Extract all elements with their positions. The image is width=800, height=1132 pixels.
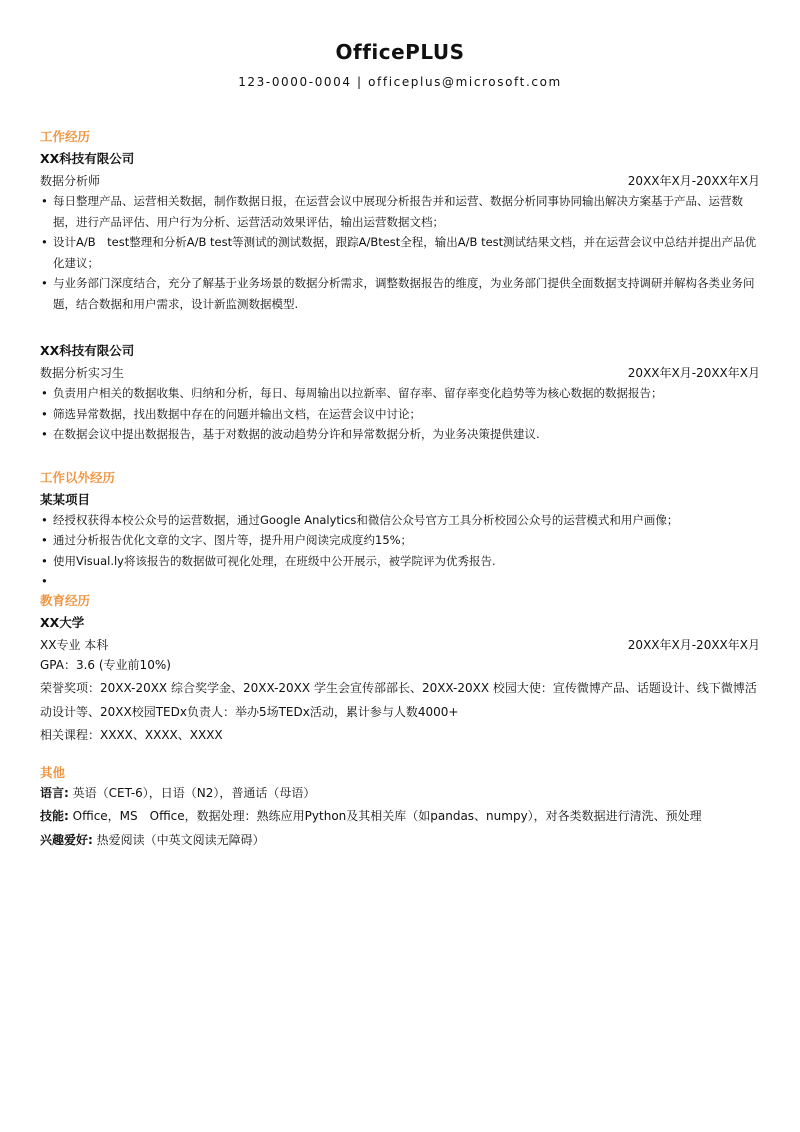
courses-text: 相关课程：XXXX、XXXX、XXXX: [40, 728, 223, 742]
bullet-item: • 通过分析报告优化文章的文字、图片等，提升用户阅读完成度约15%；: [40, 530, 760, 551]
resume-header: [0, 0, 800, 90]
job-role: 数据分析实习生: [40, 366, 125, 380]
bullet-item: • 使用Visual.ly将该报告的数据做可视化处理，在班级中公开展示，被学院评为优秀报告.: [40, 551, 760, 572]
project-name: 某某项目: [40, 491, 91, 507]
honors-text: 荣誉奖项：20XX-20XX 综合奖学金、20XX-20XX 学生会宣传部部长、20XX-20XX 校园大使：宣传微博产品、话题设计、线下微博活动设计等、20XX校园TEDx负责人：举办5场TEDx活动，累计参与人数4000+: [40, 681, 757, 719]
skills-value: Office，MS Office，数据处理：熟练应用Python及其相关库（如pandas、numpy），对各类数据进行清洗、预处理: [72, 809, 702, 823]
job-role: 数据分析师: [40, 174, 101, 188]
section-title-education: 教育经历: [40, 592, 91, 608]
section-title-work: 工作经历: [40, 129, 91, 144]
language-label: 语言:: [40, 785, 69, 800]
education-header: [40, 636, 760, 654]
hobby-label: 兴趣爱好:: [40, 832, 93, 847]
bullet-item: • 经授权获得本校公众号的运营数据，通过Google Analytics和微信公众号官方工具分析校园公众号的运营模式和用户画像；: [40, 510, 760, 531]
job-period: 20XX年X月-20XX年X月: [627, 174, 760, 188]
hobby-value: 热爱阅读（中英文阅读无障碍）: [96, 832, 265, 847]
skills-label: 技能:: [40, 809, 69, 823]
company-name: XX科技有限公司: [40, 343, 135, 358]
major-degree: XX专业 本科: [40, 637, 109, 652]
bullet-item: • 与业务部门深度结合，充分了解基于业务场景的数据分析需求，调整数据报告的维度，为业务部门提供全面数据支持调研并解构各类业务问题，结合数据和用户需求，设计新监测数据模型.: [40, 273, 760, 314]
bullet-item: • 设计A/B test整理和分析A/B test等测试的测试数据，跟踪A/Btest全程，输出A/B test测试结果文档，并在运营会议中总结并提出产品优化建议；: [40, 232, 760, 273]
candidate-name: OfficePLUS: [335, 40, 465, 64]
bullet-item: • 在数据会议中提出数据报告，基于对数据的波动趋势分许和异常数据分析，为业务决策提供建议.: [40, 424, 760, 445]
section-title-other: 其他: [40, 764, 66, 780]
education-period: 20XX年X月-20XX年X月: [627, 637, 760, 652]
bullet-item: • 每日整理产品、运营相关数据，制作数据日报，在运营会议中展现分析报告并和运营、数据分析同事协同输出解决方案基于产品、运营数据，进行产品评估、用户行为分析、运营活动效果评估，输出运营数据文档；: [40, 191, 760, 232]
resume-content: [40, 128, 760, 852]
gpa-text: GPA：3.6 (专业前10%): [40, 657, 171, 672]
skills-line: [40, 805, 760, 829]
job-bullets: [40, 383, 760, 445]
job-entry: [40, 150, 760, 314]
job-period: 20XX年X月-20XX年X月: [627, 366, 760, 380]
section-title-extra: 工作以外经历: [40, 469, 116, 485]
bullet-item-empty: [40, 571, 760, 592]
other-section: [40, 764, 760, 853]
job-header: [40, 172, 760, 190]
education-section: [40, 592, 760, 748]
work-section: [40, 128, 760, 445]
hobby-line: [40, 829, 760, 853]
company-name: XX科技有限公司: [40, 151, 135, 166]
bullet-item: • 筛选异常数据，找出数据中存在的问题并输出文档，在运营会议中讨论；: [40, 404, 760, 425]
job-entry: [40, 342, 760, 445]
bullet-item: • 负责用户相关的数据收集、归纳和分析，每日、每周输出以拉新率、留存率、留存率变化趋势等为核心数据的数据报告；: [40, 383, 760, 404]
extra-section: [40, 469, 760, 592]
school-name: XX大学: [40, 614, 85, 630]
language-value: 英语（CET-6），日语（N2），普通话（母语）: [72, 785, 316, 800]
job-bullets: [40, 191, 760, 314]
contact-info: 123-0000-0004 | officeplus@microsoft.com: [238, 75, 562, 89]
language-line: [40, 782, 760, 806]
project-bullets: [40, 510, 760, 592]
job-header: [40, 364, 760, 382]
